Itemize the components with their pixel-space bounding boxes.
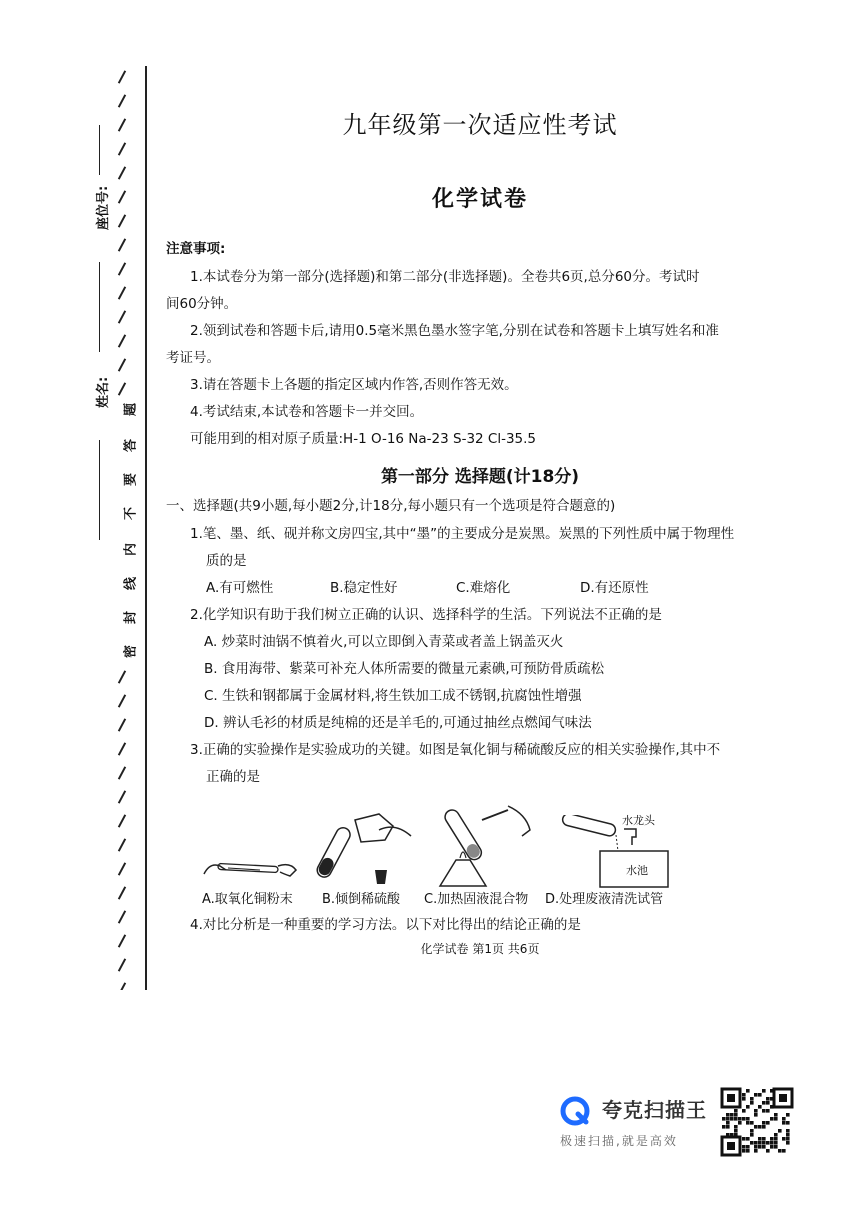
binding-slash — [118, 910, 126, 923]
qr-module — [766, 1141, 770, 1145]
binding-slash — [118, 958, 126, 971]
q1-option-d: D.有还原性 — [580, 580, 649, 596]
q3-caption-c: C.加热固液混合物 — [424, 892, 529, 907]
qr-module — [782, 1137, 786, 1141]
q2-option-b: B. 食用海带、紫菜可补充人体所需要的微量元素碘,可预防骨质疏松 — [204, 661, 605, 677]
qr-module — [726, 1125, 730, 1129]
qr-module — [766, 1149, 770, 1153]
qr-module — [750, 1141, 754, 1145]
q3-stem-line-2: 正确的是 — [206, 769, 260, 785]
qr-module — [742, 1097, 746, 1101]
qr-module — [762, 1109, 766, 1113]
seal-char-2: 答 — [123, 439, 139, 453]
binding-slash — [118, 766, 126, 779]
qr-module — [762, 1145, 766, 1149]
qr-module — [726, 1133, 730, 1137]
binding-slash — [118, 934, 126, 947]
binding-slash — [118, 718, 126, 731]
name-blank — [99, 262, 100, 352]
qr-module — [786, 1133, 790, 1137]
qr-module — [734, 1125, 738, 1129]
exam-subtitle: 化学试卷 — [431, 187, 528, 212]
binding-slash — [118, 814, 126, 827]
qr-module — [766, 1101, 770, 1105]
sink-label: 水池 — [626, 864, 648, 877]
q3-caption-a: A.取氧化铜粉末 — [202, 892, 293, 907]
notice-line-1: 1.本试卷分为第一部分(选择题)和第二部分(非选择题)。全卷共6页,总分60分。考试时 — [190, 269, 700, 285]
qr-module — [778, 1129, 782, 1133]
q3-caption-d: D.处理废液清洗试管 — [545, 892, 664, 907]
page-footer: 化学试卷 第1页 共6页 — [420, 942, 540, 956]
qr-module — [722, 1125, 726, 1129]
qr-module — [786, 1113, 790, 1117]
notice-line-2: 间60分钟。 — [166, 296, 238, 312]
figure-b-pouring — [315, 812, 415, 888]
q2-stem: 2.化学知识有助于我们树立正确的认识、选择科学的生活。下列说法不正确的是 — [190, 607, 662, 623]
qr-module — [762, 1125, 766, 1129]
binding-slash — [118, 694, 126, 707]
exam-title: 九年级第一次适应性考试 — [342, 111, 618, 139]
qr-module — [726, 1117, 730, 1121]
qr-module — [774, 1113, 778, 1117]
binding-slash — [118, 382, 126, 395]
qr-module — [742, 1149, 746, 1153]
qr-module — [762, 1137, 766, 1141]
qr-module — [758, 1137, 762, 1141]
admission-blank — [99, 440, 100, 540]
qr-module — [766, 1109, 770, 1113]
binding-slash-column — [117, 66, 143, 990]
qr-module — [750, 1133, 754, 1137]
binding-line — [145, 66, 147, 990]
qr-module — [730, 1133, 734, 1137]
qr-module — [786, 1137, 790, 1141]
qr-module — [770, 1089, 774, 1093]
figure-a-powder — [200, 850, 300, 886]
qr-module — [774, 1133, 778, 1137]
notice-line-3: 2.领到试卷和答题卡后,请用0.5毫米黑色墨水签字笔,分别在试卷和答题卡上填写姓名和准 — [190, 323, 719, 339]
qr-module — [754, 1145, 758, 1149]
q3-stem-line-1: 3.正确的实验操作是实验成功的关键。如图是氧化铜与稀硫酸反应的相关实验操作,其中不 — [190, 742, 721, 758]
qr-module — [746, 1117, 750, 1121]
binding-slash — [118, 286, 126, 299]
qr-module — [758, 1093, 762, 1097]
qr-module — [734, 1109, 738, 1113]
qr-module — [742, 1117, 746, 1121]
qr-module — [746, 1149, 750, 1153]
qr-module — [770, 1097, 774, 1101]
qr-module — [750, 1101, 754, 1105]
seal-char-5: 内 — [123, 543, 139, 557]
qr-module — [738, 1121, 742, 1125]
binding-slash — [118, 94, 126, 107]
q1-stem-line-1: 1.笔、墨、纸、砚并称文房四宝,其中“墨”的主要成分是炭黑。炭黑的下列性质中属于物理性 — [190, 526, 735, 542]
scanner-brand-name: 夸克扫描王 — [602, 1098, 707, 1122]
notice-line-6: 4.考试结束,本试卷和答题卡一并交回。 — [190, 404, 424, 420]
atomic-mass-line: 可能用到的相对原子质量:H-1 O-16 Na-23 S-32 Cl-35.5 — [190, 431, 537, 447]
q1-stem-line-2: 质的是 — [206, 553, 247, 569]
qr-module — [746, 1121, 750, 1125]
scanner-slogan: 极速扫描,就是高效 — [560, 1134, 678, 1148]
qr-module — [762, 1141, 766, 1145]
figure-c-heating — [430, 800, 540, 888]
binding-slash — [118, 862, 126, 875]
binding-slash — [118, 70, 126, 83]
q2-option-a: A. 炒菜时油锅不慎着火,可以立即倒入青菜或者盖上锅盖灭火 — [204, 634, 564, 650]
qr-module — [774, 1117, 778, 1121]
q2-option-c: C. 生铁和钢都属于金属材料,将生铁加工成不锈钢,抗腐蚀性增强 — [204, 688, 582, 704]
seal-char-8: 密 — [123, 645, 139, 659]
binding-slash — [118, 742, 126, 755]
q3-caption-b: B.倾倒稀硫酸 — [322, 892, 401, 907]
seal-char-1: 题 — [123, 403, 139, 417]
binding-slash — [118, 310, 126, 323]
seal-char-7: 封 — [123, 611, 139, 625]
q4-stem: 4.对比分析是一种重要的学习方法。以下对比得出的结论正确的是 — [190, 917, 581, 933]
qr-module — [758, 1105, 762, 1109]
qr-module — [782, 1117, 786, 1121]
qr-module — [774, 1137, 778, 1141]
qr-module — [770, 1145, 774, 1149]
qr-module — [770, 1105, 774, 1109]
qr-module — [766, 1121, 770, 1125]
qr-module — [726, 1113, 730, 1117]
qr-module — [746, 1145, 750, 1149]
qr-module — [770, 1137, 774, 1141]
seal-char-6: 线 — [123, 577, 139, 591]
binding-slash — [118, 214, 126, 227]
faucet-label: 水龙头 — [622, 814, 655, 827]
qr-module — [734, 1117, 738, 1121]
binding-slash — [118, 838, 126, 851]
q1-option-b: B.稳定性好 — [330, 580, 398, 596]
qr-module — [734, 1113, 738, 1117]
qr-module — [754, 1113, 758, 1117]
qr-code-icon — [720, 1087, 794, 1157]
notice-heading: 注意事项: — [166, 241, 226, 257]
notice-line-4: 考证号。 — [166, 350, 220, 366]
qr-module — [742, 1109, 746, 1113]
qr-module — [774, 1141, 778, 1145]
seal-char-3: 要 — [123, 473, 139, 487]
qr-module — [782, 1149, 786, 1153]
binding-slash — [118, 238, 126, 251]
seat-number-blank — [99, 125, 100, 175]
section-intro: 一、选择题(共9小题,每小题2分,计18分,每小题只有一个选项是符合题意的) — [166, 498, 616, 514]
part1-title: 第一部分 选择题(计18分) — [380, 467, 580, 487]
qr-module — [770, 1117, 774, 1121]
qr-module — [734, 1133, 738, 1137]
q2-option-d: D. 辨认毛衫的材质是纯棉的还是羊毛的,可通过抽丝点燃闻气味法 — [204, 715, 592, 731]
qr-module — [734, 1129, 738, 1133]
name-label: 姓名: — [96, 376, 111, 408]
qr-module — [750, 1097, 754, 1101]
qr-module — [758, 1145, 762, 1149]
qr-module — [726, 1121, 730, 1125]
qr-module — [750, 1129, 754, 1133]
qr-module — [722, 1117, 726, 1121]
binding-slash — [118, 886, 126, 899]
q1-option-a: A.有可燃性 — [206, 580, 274, 596]
qr-module — [742, 1093, 746, 1097]
qr-module — [742, 1137, 746, 1141]
qr-module — [754, 1141, 758, 1145]
qr-module — [738, 1117, 742, 1121]
qr-module — [754, 1125, 758, 1129]
binding-slash — [118, 166, 126, 179]
qr-module — [754, 1109, 758, 1113]
qr-module — [750, 1121, 754, 1125]
qr-module — [742, 1145, 746, 1149]
q1-option-c: C.难熔化 — [456, 580, 511, 596]
qr-module — [778, 1149, 782, 1153]
qr-module — [762, 1089, 766, 1093]
binding-slash — [118, 190, 126, 203]
qr-module — [754, 1149, 758, 1153]
notice-line-5: 3.请在答题卡上各题的指定区域内作答,否则作答无效。 — [190, 377, 518, 393]
scanner-logo-icon — [560, 1096, 590, 1126]
qr-module — [746, 1089, 750, 1093]
binding-slash — [118, 670, 126, 683]
qr-module — [770, 1141, 774, 1145]
qr-module — [758, 1141, 762, 1145]
binding-slash — [118, 118, 126, 131]
binding-slash — [118, 790, 126, 803]
binding-slash — [118, 982, 126, 990]
seal-char-4: 不 — [123, 507, 139, 521]
binding-slash — [118, 262, 126, 275]
binding-slash — [118, 358, 126, 371]
qr-module — [782, 1121, 786, 1125]
binding-slash — [118, 334, 126, 347]
qr-module — [746, 1105, 750, 1109]
qr-module — [786, 1129, 790, 1133]
qr-module — [758, 1125, 762, 1129]
qr-module — [774, 1145, 778, 1149]
qr-module — [766, 1097, 770, 1101]
qr-module — [746, 1137, 750, 1141]
qr-module — [786, 1121, 790, 1125]
qr-module — [786, 1141, 790, 1145]
binding-slash — [118, 142, 126, 155]
qr-module — [754, 1093, 758, 1097]
qr-module — [730, 1113, 734, 1117]
qr-module — [762, 1121, 766, 1125]
qr-module — [730, 1117, 734, 1121]
qr-module — [762, 1101, 766, 1105]
seat-number-label: 座位号: — [96, 185, 111, 230]
